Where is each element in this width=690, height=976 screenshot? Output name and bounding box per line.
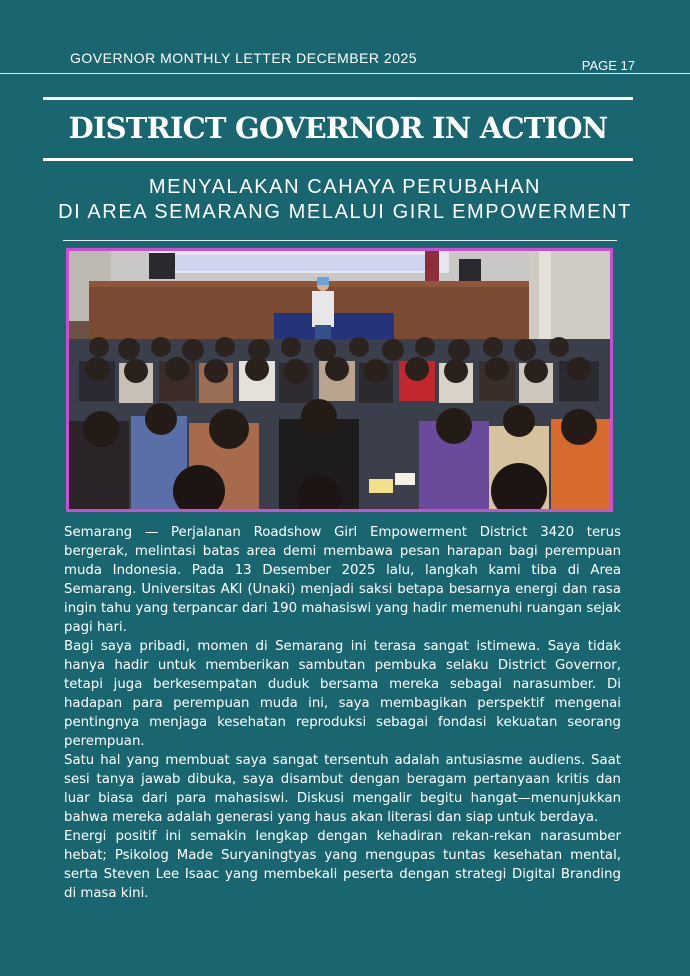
subtitle-line-1: MENYALAKAN CAHAYA PERUBAHAN	[148, 176, 542, 198]
banner-top-rule	[43, 97, 633, 100]
banner-bottom-rule	[43, 158, 633, 161]
article-body	[64, 523, 621, 903]
event-photo	[66, 248, 613, 512]
section-title: DISTRICT GOVERNOR IN ACTION	[68, 111, 608, 145]
article-paragraph-4: Energi positif ini semakin lengkap dengan kehadiran rekan-rekan narasumber hebat; Psikolog Made Suryaningtyas yang mengupas tuntas kesehatan mental, serta Steven Lee Isaac yang membekali peserta dengan strategi Digital Branding di masa kini.	[64, 829, 621, 901]
publication-title: GOVERNOR MONTHLY LETTER DECEMBER 2025	[70, 50, 418, 66]
event-photo-illustration	[69, 251, 610, 509]
section-banner	[43, 97, 633, 161]
article-paragraph-1: Semarang — Perjalanan Roadshow Girl Empowerment District 3420 terus bergerak, melintasi batas area demi membawa pesan harapan bagi perempuan muda Indonesia. Pada 13 Desember 2025 lalu, langkah kami tiba di Area Semarang. Universitas AKI (Unaki) menjadi saksi betapa besarnya energi dan rasa ingin tahu yang terpancar dari 190 mahasiswi yang hadir memenuhi ruangan sejak pagi hari.	[64, 525, 621, 635]
subtitle-divider	[63, 240, 617, 241]
header-divider	[0, 73, 690, 74]
article-paragraph-3: Satu hal yang membuat saya sangat tersentuh adalah antusiasme audiens. Saat sesi tanya jawab dibuka, saya disambut dengan beragam pertanyaan kritis dan luar biasa dari para mahasiswi. Diskusi mengalir begitu hangat—menunjukkan bahwa mereka adalah generasi yang haus akan literasi dan siap untuk berdaya.	[64, 753, 621, 825]
article-paragraph-2: Bagi saya pribadi, momen di Semarang ini terasa sangat istimewa. Saya tidak hanya hadir untuk memberikan sambutan pembuka selaku District Governor, tetapi juga berkesempatan duduk bersama mereka sebagai narasumber. Di hadapan para perempuan muda ini, saya membagikan perspektif mengenai pentingnya menjaga kesehatan reproduksi sebagai fondasi kekuatan seorang perempuan.	[64, 639, 621, 749]
page-number: PAGE 17	[581, 58, 635, 73]
page-header	[0, 0, 690, 78]
article-subtitle	[0, 175, 690, 225]
subtitle-line-2: DI AREA SEMARANG MELALUI GIRL EMPOWERMENT	[58, 201, 632, 223]
